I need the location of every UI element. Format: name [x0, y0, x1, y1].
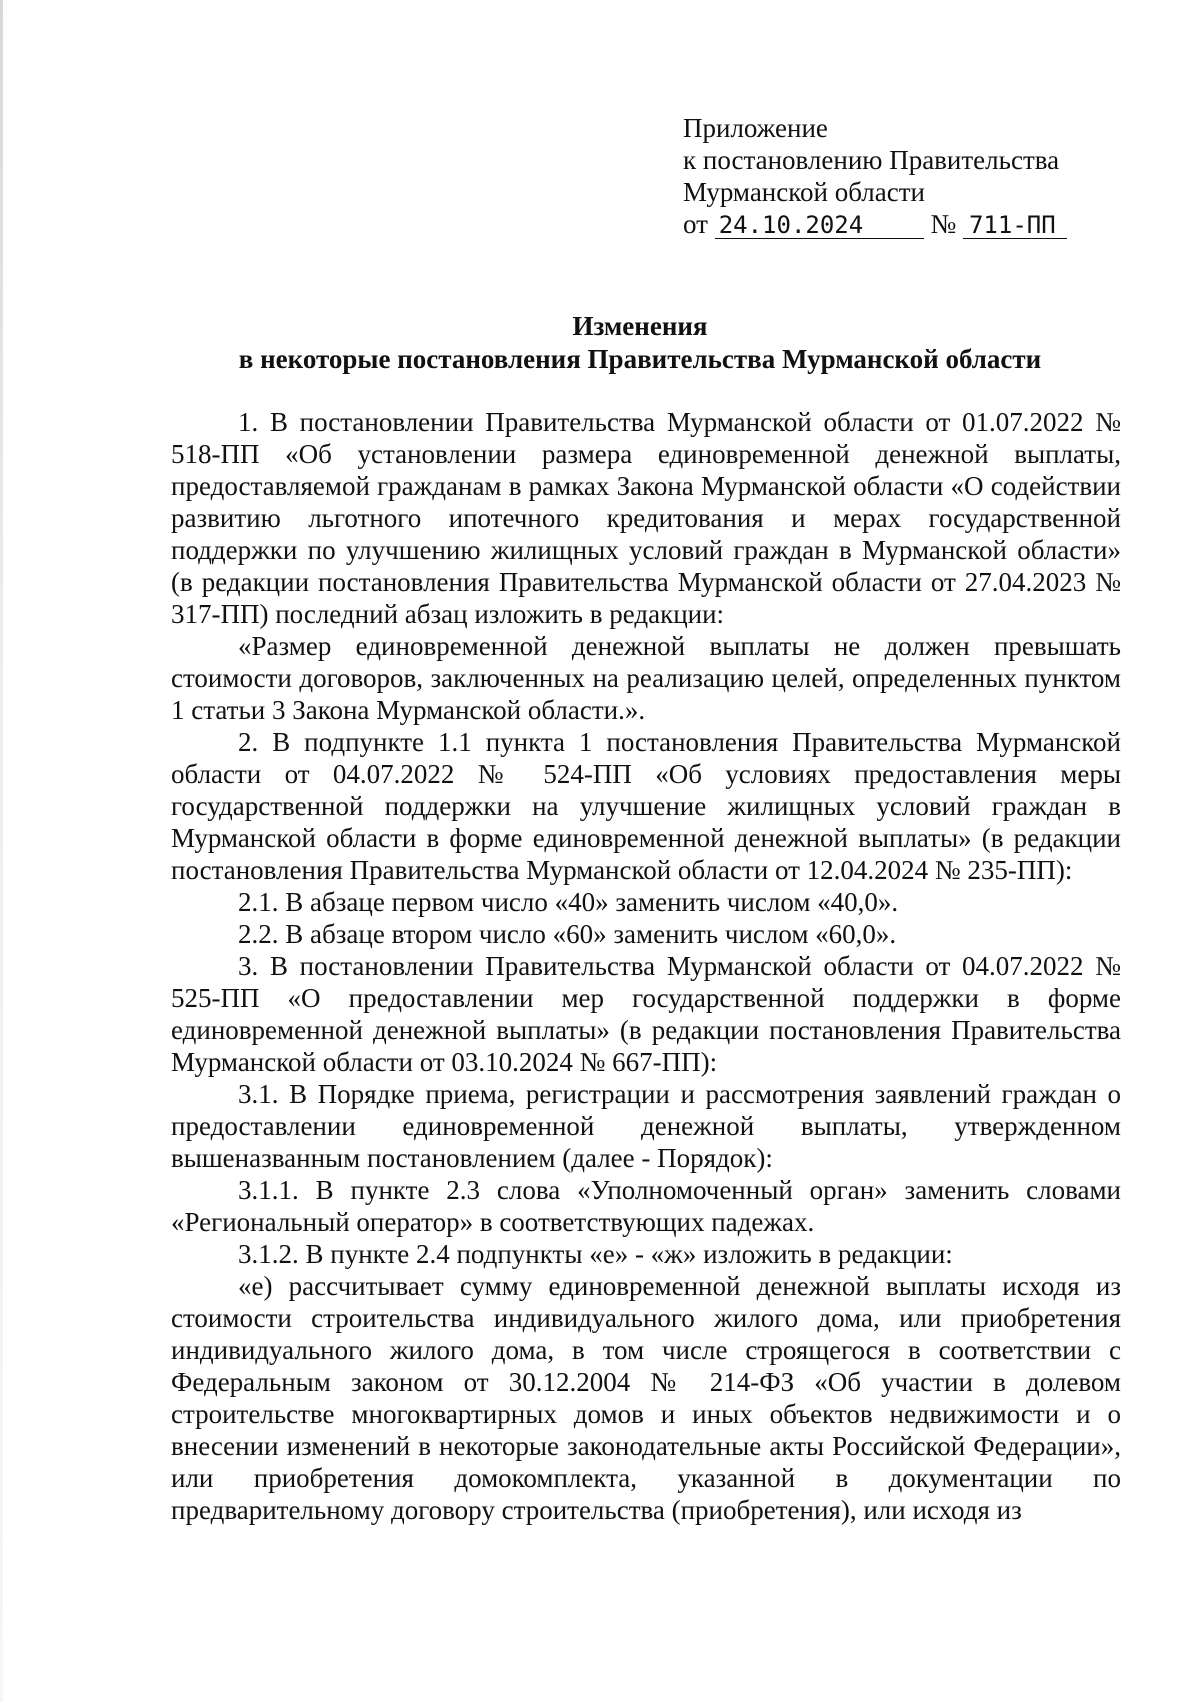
- paragraph-1: 1. В постановлении Правительства Мурманской области от 01.07.2022 № 518-ПП «Об установлении размера единовременной денежной выплаты, предоставляемой гражданам в рамках Закона Мурманской области «О содействии развитию льготного ипотечного кредитования и мерах государственной поддержки по улучшению жилищных условий граждан в Мурманской области» (в редакции постановления Правительства Мурманской области от 27.04.2023 № 317-ПП) последний абзац изложить в редакции:: [171, 407, 1121, 629]
- appendix-line-1: Приложение: [683, 113, 828, 143]
- paragraph-3-1: 3.1. В Порядке приема, регистрации и рассмотрения заявлений граждан о предоставлении единовременной денежной выплаты, утвержденном вышеназванным постановлением (далее - Порядок):: [171, 1079, 1121, 1173]
- paragraph-2-1: 2.1. В абзаце первом число «40» заменить числом «40,0».: [238, 887, 899, 917]
- paragraph-3: 3. В постановлении Правительства Мурманской области от 04.07.2022 № 525-ПП «О предоставлении мер государственной поддержки в форме единовременной денежной выплаты» (в редакции постановления Правительства Мурманской области от 03.10.2024 № 667-ПП):: [171, 951, 1121, 1077]
- paragraph-2: 2. В подпункте 1.1 пункта 1 постановления Правительства Мурманской области от 04.07.2022 № 524-ПП «Об условиях предоставления меры государственной поддержки на улучшение жилищных условий граждан в Мурманской области в форме единовременной денежной выплаты» (в редакции постановления Правительства Мурманской области от 12.04.2024 № 235-ПП):: [171, 727, 1121, 885]
- paragraph-3-1-1: 3.1.1. В пункте 2.3 слова «Уполномоченный орган» заменить словами «Региональный оператор» в соответствующих падежах.: [171, 1175, 1121, 1237]
- scan-edge: [0, 0, 3, 1702]
- appendix-line-2: к постановлению Правительства: [683, 145, 1060, 175]
- paragraph-3-1-2: 3.1.2. В пункте 2.4 подпункты «е» - «ж» изложить в редакции:: [238, 1239, 953, 1269]
- appendix-line-3: Мурманской области: [683, 177, 925, 207]
- resolution-number: 711-ПП: [963, 212, 1067, 239]
- appendix-block: [683, 112, 1067, 240]
- document-body: [171, 406, 1121, 1526]
- appendix-date-row: [683, 208, 1067, 240]
- date-prefix: от: [683, 209, 708, 239]
- resolution-date: 24.10.2024: [715, 212, 924, 239]
- paragraph-e-quote: «е) рассчитывает сумму единовременной денежной выплаты исходя из стоимости строительства индивидуального жилого дома, или приобретения индивидуального жилого дома, в том числе строящегося в соответствии с Федеральным законом от 30.12.2004 № 214-ФЗ «Об участии в долевом строительстве многоквартирных домов и иных объектов недвижимости и о внесении изменений в некоторые законодательные акты Российской Федерации», или приобретения домокомплекта, указанной в документации по предварительному договору строительства (приобретения), или исходя из: [171, 1271, 1121, 1525]
- paragraph-1-quote: «Размер единовременной денежной выплаты не должен превышать стоимости договоров, заключенных на реализацию целей, определенных пунктом 1 статьи 3 Закона Мурманской области.».: [171, 631, 1121, 725]
- title-line-2: в некоторые постановления Правительства Мурманской области: [238, 344, 1042, 374]
- title-line-1: Изменения: [572, 311, 708, 341]
- document-title: [140, 310, 1140, 376]
- number-sign: №: [930, 209, 957, 239]
- paragraph-2-2: 2.2. В абзаце втором число «60» заменить числом «60,0».: [238, 919, 897, 949]
